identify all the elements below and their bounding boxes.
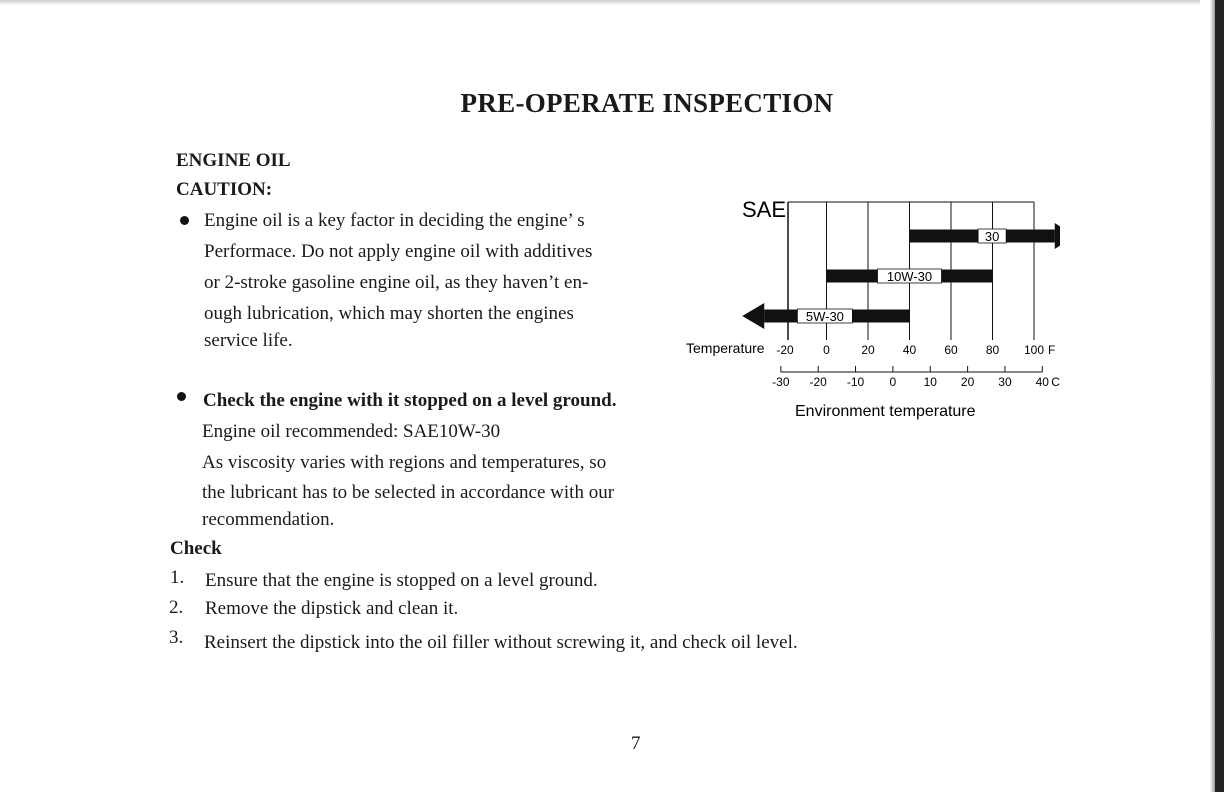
bullet-icon: [177, 392, 186, 401]
recommendation-line: As viscosity varies with regions and temperatures, so: [202, 452, 607, 473]
check-heading: Check: [170, 538, 222, 559]
celsius-tick-label: -30: [772, 375, 790, 389]
caution-heading: CAUTION:: [176, 179, 273, 200]
caution-line: service life.: [204, 330, 293, 351]
step-text: Reinsert the dipstick into the oil filler without screwing it, and check oil level.: [204, 632, 798, 653]
celsius-tick-label: -10: [846, 375, 865, 389]
chart-x-label: Environment temperature: [795, 403, 976, 420]
fahrenheit-tick-label: 40: [902, 343, 917, 357]
viscosity-bar: [742, 303, 909, 329]
step-number: 3.: [169, 627, 184, 648]
viscosity-bar: [910, 223, 1061, 249]
engine-oil-heading: ENGINE OIL: [176, 150, 291, 171]
bar-label: 30: [984, 229, 1000, 244]
step-number: 1.: [170, 567, 185, 588]
fahrenheit-tick-label: 20: [861, 343, 875, 357]
caution-line: ough lubrication, which may shorten the engines: [204, 303, 574, 324]
celsius-tick-label: 10: [923, 375, 937, 389]
page-title: PRE-OPERATE INSPECTION: [460, 88, 834, 118]
bar-label: 5W-30: [805, 309, 844, 324]
fahrenheit-tick-label: 0: [823, 343, 830, 357]
celsius-ticks: [772, 375, 1060, 389]
caution-line: or 2-stroke gasoline engine oil, as they haven’t en-: [204, 272, 589, 293]
caution-line: Performace. Do not apply engine oil with additives: [204, 241, 593, 262]
celsius-tick-label: 0: [889, 375, 897, 389]
celsius-axis: [781, 366, 1042, 372]
recommendation-line: the lubricant has to be selected in accordance with our: [202, 482, 615, 503]
arrow-left-icon: [742, 303, 764, 329]
sae-viscosity-chart: [680, 190, 1060, 430]
caution-line: Engine oil is a key factor in deciding the engine’ s: [204, 210, 585, 231]
celsius-unit-label: C: [1051, 375, 1060, 389]
scan-top-edge: [0, 0, 1200, 5]
chart-bars: [742, 223, 1060, 329]
step-text: Ensure that the engine is stopped on a level ground.: [205, 570, 598, 591]
page-number: 7: [631, 733, 641, 754]
celsius-tick-label: -20: [809, 375, 827, 389]
fahrenheit-unit-label: F: [1048, 343, 1056, 357]
fahrenheit-ticks: [776, 343, 1055, 357]
arrow-right-icon: [1055, 223, 1060, 249]
step-number: 2.: [169, 597, 184, 618]
level-ground-heading: Check the engine with it stopped on a level ground.: [203, 390, 617, 411]
celsius-tick-label: 20: [960, 375, 975, 389]
fahrenheit-tick-label: -20: [776, 343, 794, 357]
recommendation-line: recommendation.: [202, 509, 335, 530]
fahrenheit-tick-label: 60: [944, 343, 958, 357]
fahrenheit-tick-label: 100: [1023, 343, 1045, 357]
viscosity-bar: [827, 269, 993, 284]
chart-title: SAE: [742, 197, 787, 222]
recommendation-line: Engine oil recommended: SAE10W-30: [202, 421, 501, 442]
bar-label: 10W-30: [886, 269, 933, 284]
bullet-icon: [180, 216, 189, 225]
temperature-row-label: Temperature: [686, 340, 765, 356]
celsius-tick-label: 40: [1035, 375, 1049, 389]
celsius-tick-label: 30: [998, 375, 1012, 389]
step-text: Remove the dipstick and clean it.: [205, 598, 459, 619]
fahrenheit-tick-label: 80: [985, 343, 1000, 357]
